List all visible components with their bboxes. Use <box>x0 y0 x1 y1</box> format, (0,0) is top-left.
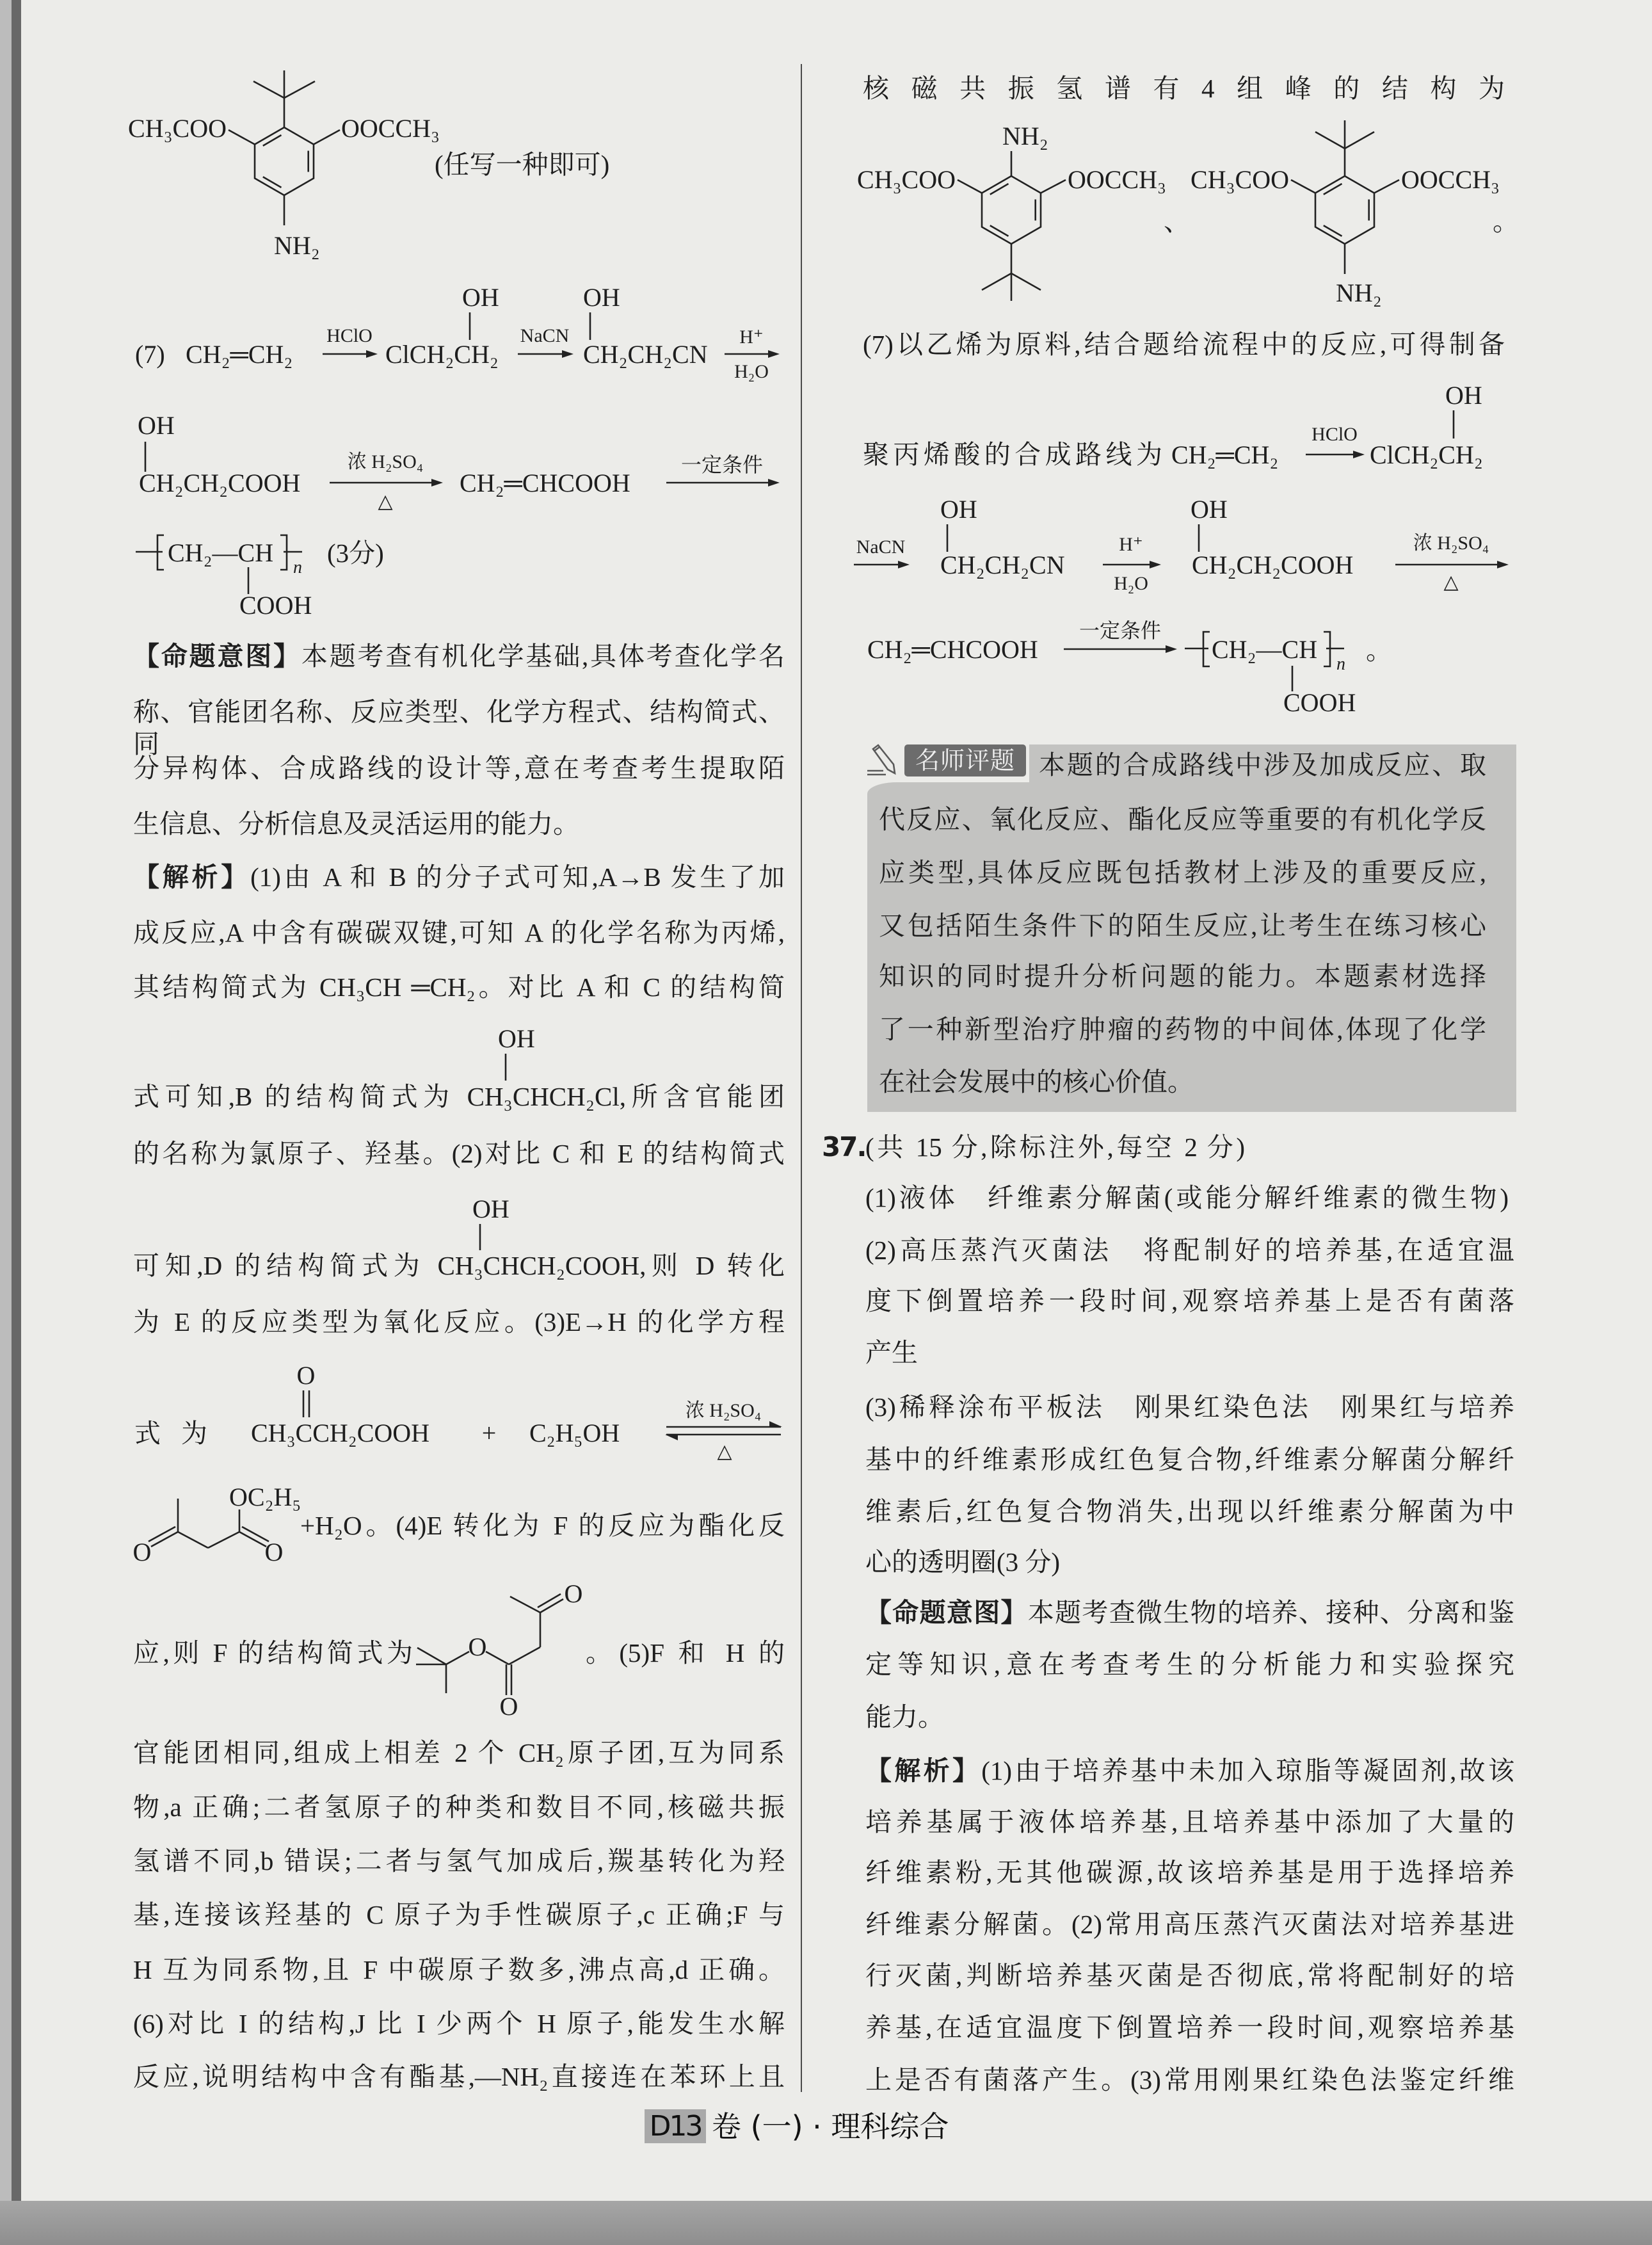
analysis-line: 式可知,B 的结构简式为 CH₃CHCH₂Cl,所含官能团 <box>133 1082 785 1111</box>
question-header: (共 15 分,除标注外,每空 2 分) <box>865 1132 1245 1162</box>
analysis-line: 其结构简式为 CH₃CH ═CH₂。对比 A 和 C 的结构简 <box>133 972 785 1002</box>
comment-line: 本题的合成路线中涉及加成反应、取 <box>1039 750 1486 780</box>
heat-symbol: △ <box>1443 572 1459 593</box>
polymer-branch: COOH <box>239 591 312 620</box>
reagent-label: H⁺ <box>1119 534 1143 555</box>
oxygen-label: O <box>564 1579 583 1608</box>
heat-symbol: △ <box>378 491 393 512</box>
carbonyl-oxygen: O <box>296 1361 316 1390</box>
comment-box-label: 名师评题 <box>904 744 1026 776</box>
column-divider <box>801 64 802 2092</box>
intent-label: 【命题意图】 <box>133 641 301 672</box>
hydroxyl-label: OH <box>498 1024 535 1053</box>
equation-lead: 式 <box>134 1419 161 1448</box>
reagent-label: HClO <box>1311 424 1358 445</box>
route-step-5: CH₂═CHCOOH <box>867 635 1038 664</box>
polymer-degree: n <box>293 558 302 577</box>
comment-line: 应类型,具体反应既包括教材上涉及的重要反应, <box>879 858 1486 887</box>
question-number: 37. <box>822 1131 866 1163</box>
polymer-unit: CH₂—CH <box>168 538 274 567</box>
reactant-1: CH₃CCH₂COOH <box>251 1419 430 1447</box>
analysis-line: 可知,D 的结构简式为 CH₃CHCH₂COOH,则 D 转化 <box>133 1251 785 1280</box>
answer-line: 心的透明圈(3 分) <box>865 1547 1061 1577</box>
route-step-4: CH₂CH₂COOH <box>1192 551 1354 579</box>
route-label: (7) <box>135 340 165 369</box>
scan-edge-light <box>0 0 12 2202</box>
answer-line: 维素后,红色复合物消失,出现以纤维素分解菌为中 <box>865 1497 1514 1526</box>
route-step-3: CH₂CH₂CN <box>940 551 1065 579</box>
route-step-4: CH₂CH₂COOH <box>139 469 301 497</box>
answer-line: 产生 <box>865 1338 918 1367</box>
reagent-label: 浓 H₂SO₄ <box>1413 533 1489 554</box>
sentence-end: 。 <box>1366 636 1392 665</box>
reagent-label: H₂O <box>1114 573 1148 594</box>
answer-line: 基中的纤维素形成红色复合物,纤维素分解菌分解纤 <box>865 1445 1514 1474</box>
acetoxy-right-label: OOCCH₃ <box>341 114 440 143</box>
reagent-label: H⁺ <box>739 326 764 348</box>
analysis-line: 基,连接该羟基的 C 原子为手性碳原子,c 正确;F 与 <box>133 1900 785 1929</box>
reagent-label: HClO <box>326 325 373 346</box>
analysis-line <box>865 1755 1514 1787</box>
acetoxy-left-label: CH₃COO <box>857 165 956 194</box>
list-separator: 、 <box>1164 207 1190 236</box>
hydroxyl-label: OH <box>583 283 620 312</box>
route-intro: (7)以乙烯为原料,结合题给流程中的反应,可得制备 <box>863 330 1505 359</box>
condition-label: 浓 H₂SO₄ <box>685 1400 762 1421</box>
scan-edge-shadow <box>12 0 21 2202</box>
comment-line: 又包括陌生条件下的陌生反应,让考生在练习核心 <box>879 911 1486 940</box>
oxygen-label: O <box>132 1538 152 1566</box>
equation-lead: 为 <box>181 1419 207 1448</box>
acetoxy-right-label: OOCCH₃ <box>1068 165 1166 194</box>
hydroxyl-label: OH <box>472 1195 509 1223</box>
analysis-line: 官能团相同,组成上相差 2 个 CH₂原子团,互为同系 <box>133 1738 785 1767</box>
hydroxyl-label: OH <box>462 283 499 312</box>
analysis-line: H 互为同系物,且 F 中碳原子数多,沸点高,d 正确。 <box>133 1955 785 1984</box>
analysis-line: 成反应,A 中含有碳碳双键,可知 A 的化学名称为丙烯, <box>133 918 785 947</box>
oxygen-label: O <box>264 1538 284 1566</box>
hydroxyl-label: OH <box>1191 495 1228 524</box>
intent-text: 本题考查有机化学基础,具体考查化学名 <box>301 641 785 671</box>
analysis-line: 物,a 正确;二者氢原子的种类和数目不同,核磁共振 <box>133 1792 785 1822</box>
reagent-label: NaCN <box>520 325 570 346</box>
amino-label: NH₂ <box>1336 278 1382 307</box>
answer-line: 度下倒置培养一段时间,观察培养基上是否有菌落 <box>865 1286 1514 1316</box>
reagent-label: NaCN <box>856 536 906 558</box>
ester-line-text: +H₂O。(4)E 转化为 F 的反应为酯化反 <box>300 1511 785 1540</box>
oxygen-label: O <box>468 1632 487 1661</box>
oxygen-label: O <box>499 1692 518 1721</box>
analysis-line <box>133 861 785 893</box>
comment-line: 了一种新型治疗肿瘤的药物的中间体,体现了化学 <box>879 1015 1486 1044</box>
analysis-label: 【解析】 <box>133 862 251 892</box>
intent-line: 生信息、分析信息及灵活运用的能力。 <box>133 809 579 839</box>
route-step-2: ClCH₂CH₂ <box>1370 440 1483 469</box>
score-note: (3分) <box>327 538 384 568</box>
route-step-3: CH₂CH₂CN <box>583 340 708 369</box>
intent-line: 能力。 <box>865 1702 944 1732</box>
reagent-label: 浓 H₂SO₄ <box>347 451 424 472</box>
hydroxyl-label: OH <box>138 411 175 440</box>
analysis-text: (1)由于培养基中未加入琼脂等凝固剂,故该 <box>981 1756 1514 1785</box>
analysis-line: 反应,说明结构中含有酯基,—NH₂直接连在苯环上且 <box>133 2062 785 2091</box>
any-one-note: (任写一种即可) <box>435 150 610 179</box>
route-step-1: CH₂═CH₂ <box>1171 440 1279 469</box>
nmr-title: 核磁共振氢谱有4组峰的结构为 <box>863 74 1505 103</box>
analysis-line: 为 E 的反应类型为氧化反应。(3)E→H 的化学方程 <box>133 1307 785 1337</box>
reagent-label: 一定条件 <box>680 453 764 476</box>
intent-line: 定等知识,意在考查考生的分析能力和实验探究 <box>865 1650 1514 1679</box>
analysis-line: 养基,在适宜温度下倒置培养一段时间,观察培养基 <box>865 2013 1514 2042</box>
reagent-label: H₂O <box>734 361 769 382</box>
acetoxy-left-label: CH₃COO <box>128 114 227 143</box>
comment-line: 知识的同时提升分析问题的能力。本题素材选择 <box>879 962 1486 991</box>
polymer-degree: n <box>1336 654 1345 674</box>
route-step-5: CH₂═CHCOOH <box>460 469 630 497</box>
analysis-line: 培养基属于液体培养基,且培养基中添加了大量的 <box>865 1807 1514 1837</box>
intent-line <box>133 640 785 672</box>
answer-line: (3)稀释涂布平板法 刚果红染色法 刚果红与培养 <box>865 1392 1514 1422</box>
intent-text: 本题考查微生物的培养、接种、分离和鉴 <box>1027 1598 1515 1627</box>
intent-line <box>865 1597 1514 1629</box>
ethoxy-label: OC₂H₅ <box>229 1483 301 1511</box>
polymer-branch: COOH <box>1283 688 1356 717</box>
analysis-line: 纤维素粉,无其他碳源,故该培养基是用于选择培养 <box>865 1858 1514 1887</box>
answer-line: (2)高压蒸汽灭菌法 将配制好的培养基,在适宜温 <box>865 1235 1514 1265</box>
acetoxy-left-label: CH₃COO <box>1191 165 1289 194</box>
sentence-end: 。 <box>1493 207 1519 236</box>
comment-line: 在社会发展中的核心价值。 <box>879 1067 1194 1097</box>
intent-label: 【命题意图】 <box>865 1597 1028 1628</box>
page-code-badge: D13 <box>645 2109 706 2143</box>
pencil-icon <box>865 743 897 778</box>
f-structure-lead: 应,则 F 的结构简式为 <box>133 1638 413 1668</box>
analysis-line: 纤维素分解菌。(2)常用高压蒸汽灭菌法对培养基进 <box>865 1910 1514 1939</box>
intent-line: 分异构体、合成路线的设计等,意在考查考生提取陌 <box>133 753 785 783</box>
reagent-label: 一定条件 <box>1079 619 1162 642</box>
route-lead: 聚丙烯酸的合成路线为 <box>863 440 1162 469</box>
analysis-line: 行灭菌,判断培养基灭菌是否彻底,常将配制好的培 <box>865 1961 1514 1990</box>
route-step-1: CH₂═CH₂ <box>186 340 293 369</box>
amino-label: NH₂ <box>1002 122 1048 150</box>
analysis-line: 上是否有菌落产生。(3)常用刚果红染色法鉴定纤维 <box>865 2065 1514 2095</box>
analysis-line: 氢谱不同,b 错误;二者与氢气加成后,羰基转化为羟 <box>133 1846 785 1876</box>
hydroxyl-label: OH <box>940 495 977 524</box>
page-footer-title: 卷 (一) · 理科综合 <box>712 2109 949 2144</box>
hydroxyl-label: OH <box>1445 381 1482 410</box>
intent-line: 称、官能团名称、反应类型、化学方程式、结构简式、同 <box>133 697 785 759</box>
route-step-2: ClCH₂CH₂ <box>385 340 499 369</box>
amino-label: NH₂ <box>274 231 320 260</box>
analysis-line: (6)对比 I 的结构,J 比 I 少两个 H 原子,能发生水解 <box>133 2009 785 2038</box>
analysis-text: (1)由 A 和 B 的分子式可知,A→B 发生了加 <box>250 862 785 892</box>
comment-line: 代反应、氧化反应、酯化反应等重要的有机化学反 <box>879 805 1486 834</box>
scan-background <box>0 2201 1652 2245</box>
answer-line: (1)液体 纤维素分解菌(或能分解纤维素的微生物) <box>865 1183 1509 1212</box>
reactant-2: C₂H₅OH <box>529 1419 620 1447</box>
heat-symbol: △ <box>717 1441 732 1462</box>
plus-sign: + <box>481 1419 497 1447</box>
acetoxy-right-label: OOCCH₃ <box>1401 165 1500 194</box>
polymer-unit: CH₂—CH <box>1212 635 1318 664</box>
f-structure-tail: 。(5)F 和 H 的 <box>586 1638 785 1668</box>
analysis-label: 【解析】 <box>865 1755 982 1786</box>
analysis-line: 的名称为氯原子、羟基。(2)对比 C 和 E 的结构简式 <box>133 1139 785 1168</box>
